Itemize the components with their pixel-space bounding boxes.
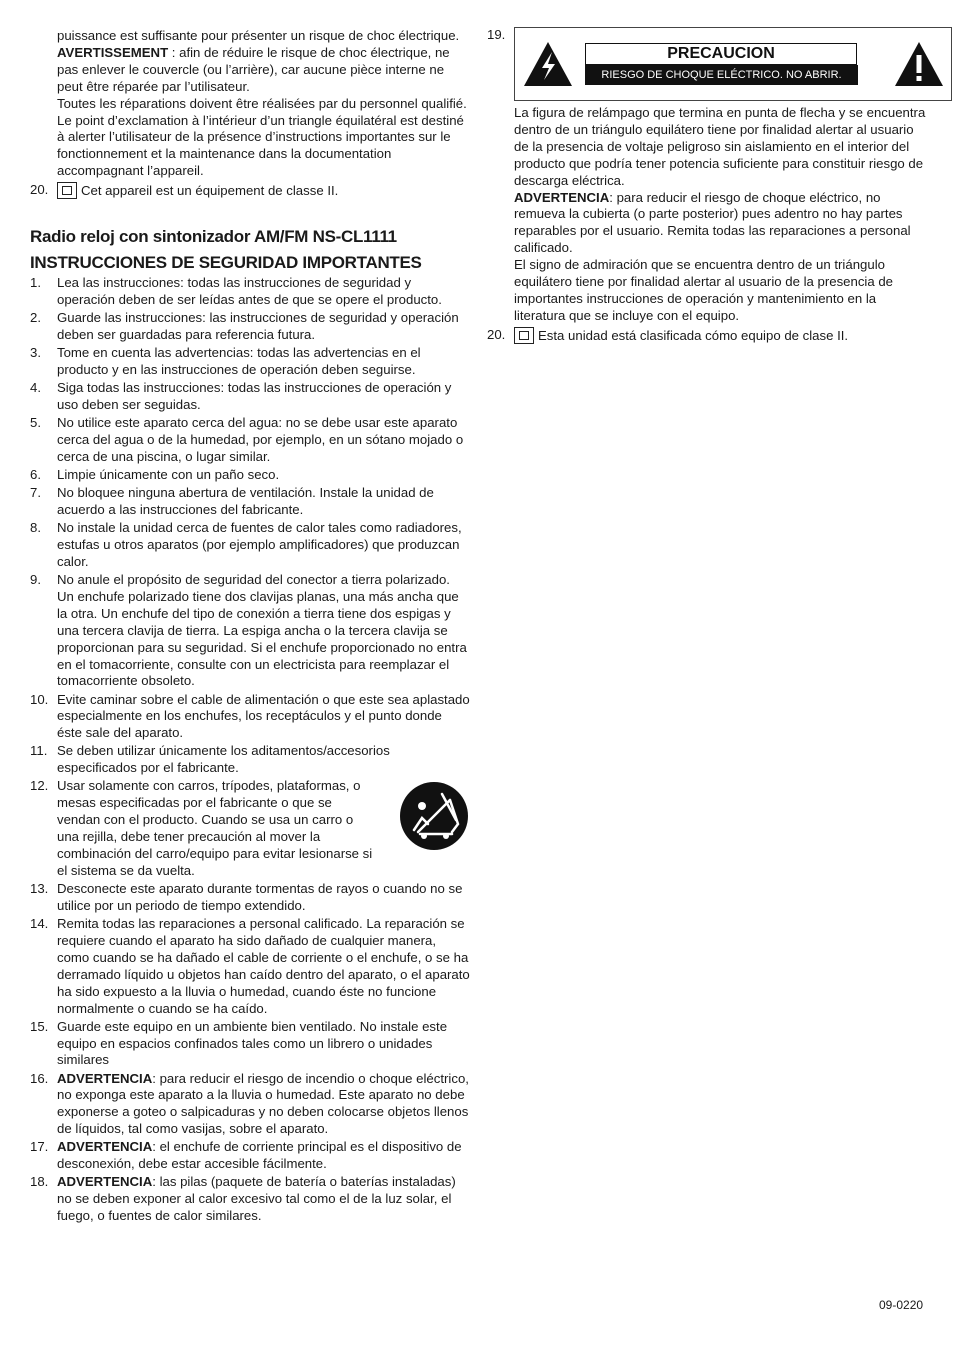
class-ii-icon — [514, 327, 534, 344]
warning-label: ADVERTENCIA — [57, 1174, 153, 1190]
item-text: No utilice este aparato cerca del agua: no se debe usar este aparato cerca del agua o de la humedad, por ejemplo, en un sótano mojado o cerca de una piscina, o lugar similar. — [57, 415, 464, 464]
item-text: Evite caminar sobre el cable de alimentación o que este sea aplastado especialmente en los enchufes, los receptáculos y el punto donde éste sale del aparato. — [57, 691, 470, 741]
item-text: Esta unidad está clasificada cómo equipo de clase II. — [538, 327, 849, 343]
warning-paragraph — [57, 45, 470, 96]
item-number: 3. — [30, 345, 41, 361]
item-text: : las pilas (paquete de batería o baterías instaladas) no se deben exponer al calor excesivo tal como el de la luz solar, el fuego, o fuentes de calor similares. — [57, 1174, 456, 1224]
exclamation-triangle-icon — [893, 40, 945, 88]
item-text: Se deben utilizar únicamente los aditamentos/accesorios especificados por el fabricante. — [57, 743, 390, 776]
item-number: 8. — [30, 520, 41, 536]
cart-warning-icon — [398, 780, 470, 858]
lightning-triangle-icon — [522, 40, 574, 88]
item-text: Lea las instrucciones: todas las instrucciones de seguridad y operación deben de ser leídas antes de que se opere el producto. — [57, 275, 442, 307]
item-number: 2. — [30, 310, 41, 326]
exclamation-paragraph: El signo de admiración que se encuentra dentro de un triángulo equilátero tiene por finalidad alertar al usuario de la presencia de importantes instrucciones de operación y mantenimiento en la literatura que se incluye con el equipo. — [514, 257, 894, 323]
list-item-20-es — [487, 327, 927, 345]
list-item — [30, 345, 470, 379]
caution-label — [514, 27, 952, 101]
caution-subtitle: RIESGO DE CHOQUE ELÉCTRICO. NO ABRIR. — [585, 65, 858, 85]
item-number: 5. — [30, 415, 41, 431]
list-item — [30, 1019, 470, 1070]
list-item — [30, 485, 470, 519]
item-text: Limpie únicamente con un paño seco. — [57, 466, 280, 482]
intro-paragraph-3: Le point d’exclamation à l’intérieur d’un triangle équilatéral est destiné à alerter l’utilisateur de la présence d’instructions importantes sur le fonctionnement et la maintenance dans la documentation accompagnant l’appareil. — [57, 112, 464, 179]
warning-label: AVERTISSEMENT — [57, 44, 169, 60]
list-item — [30, 1071, 470, 1139]
product-heading: Radio reloj con sintonizador AM/FM NS-CL1111 — [30, 227, 397, 247]
list-item — [30, 415, 470, 466]
advertencia-text: : para reducir el riesgo de choque eléctrico, no remueva la cubierta (o parte posterior) pues adentro no hay partes reparables por el usuario. Remita todas las reparaciones a personal calificado. — [514, 189, 911, 256]
item-text: Desconecte este aparato durante tormentas de rayos o cuando no se utilice por un periodo de tiempo extendido. — [57, 881, 463, 913]
item-text: No anule el propósito de seguridad del conector a tierra polarizado. Un enchufe polarizado tiene dos clavijas planas, una más ancha que la otra. Un enchufe del tipo de conexión a tierra tiene dos espigas y una tercera clavija de tierra. La espiga ancha o la tercera clavija se proporcionan para su seguridad. Si el enchufe proporcionado no entra en el tomacorriente, consulte con un electricista para reemplazar el tomacorriente obsoleto. — [57, 571, 467, 689]
item-number: 18. — [30, 1174, 49, 1190]
list-item-20-fr — [30, 182, 470, 200]
item-number: 17. — [30, 1139, 49, 1155]
list-item — [30, 743, 470, 777]
safety-heading: INSTRUCCIONES DE SEGURIDAD IMPORTANTES — [30, 253, 422, 273]
warning-label: ADVERTENCIA — [57, 1070, 153, 1086]
item-text: : el enchufe de corriente principal es el dispositivo de desconexión, debe estar accesible fácilmente. — [57, 1139, 462, 1172]
list-item — [30, 380, 470, 414]
item-number: 14. — [30, 916, 49, 932]
advertencia-label: ADVERTENCIA — [514, 189, 610, 205]
item-text: Guarde las instrucciones: las instrucciones de seguridad y operación deben ser guardadas para referencia futura. — [57, 310, 459, 342]
item-text: No bloquee ninguna abertura de ventilación. Instale la unidad de acuerdo a las instrucciones del fabricante. — [57, 485, 434, 517]
intro-paragraph-2: Toutes les réparations doivent être réalisées par du personnel qualifié. — [57, 95, 467, 111]
item-number: 20. — [30, 182, 49, 198]
left-column — [30, 28, 470, 1226]
list-item — [30, 520, 470, 571]
warning-label: ADVERTENCIA — [57, 1139, 153, 1155]
item-number: 20. — [487, 326, 506, 342]
item-number: 10. — [30, 691, 49, 707]
item-number: 4. — [30, 380, 41, 396]
list-item — [30, 572, 470, 690]
item-number: 7. — [30, 485, 41, 501]
item-number: 9. — [30, 571, 41, 587]
warning-text: : afin de réduire le risque de choc électrique, ne pas enlever le couvercle (ou l’arrière), car aucune pièce interne ne peut être réparée par l’utilisateur. — [57, 44, 450, 94]
list-item — [30, 1174, 470, 1225]
intro-paragraph-1: puissance est suffisante pour présenter un risque de choc électrique. — [57, 28, 460, 43]
item-number: 15. — [30, 1018, 49, 1034]
right-column — [487, 28, 927, 346]
item-text: : para reducir el riesgo de incendio o choque eléctrico, no exponga este aparato a la lluvia o humedad. Este aparato no debe exponerse a goteo o salpicaduras y no deben colocarse objetos llenos de líquidos, tal como vasijas, sobre el aparato. — [57, 1070, 469, 1137]
item-text: Usar solamente con carros, trípodes, plataformas, o mesas especificadas por el fabricante o que se vendan con el producto. Cuando se usa un carro o una rejilla, debe tener precaución al mover la combinación del carro/equipo para evitar lesionarse si el sistema se da vuelta. — [57, 778, 373, 878]
list-item — [30, 275, 470, 309]
list-item-12 — [30, 778, 470, 879]
list-item-19 — [487, 27, 927, 101]
caution-title: PRECAUCION — [585, 43, 857, 65]
advertencia-paragraph — [514, 190, 927, 258]
list-item — [30, 467, 470, 484]
list-item — [30, 881, 470, 915]
list-item — [30, 692, 470, 743]
item-text: Guarde este equipo en un ambiente bien ventilado. No instale este equipo en espacios confinados tales como un librero o unidades similares — [57, 1018, 448, 1068]
item-number: 12. — [30, 778, 49, 794]
item-text: No instale la unidad cerca de fuentes de calor tales como radiadores, estufas u otros aparatos (por ejemplo amplificadores) que produzcan calor. — [57, 520, 462, 569]
item-number: 16. — [30, 1070, 49, 1086]
item-number: 13. — [30, 881, 49, 897]
item-number: 6. — [30, 466, 41, 482]
item-text: Siga todas las instrucciones: todas las instrucciones de operación y uso deben ser seguidas. — [57, 380, 452, 412]
document-code: 09-0220 — [879, 1298, 924, 1312]
item-text: Remita todas las reparaciones a personal calificado. La reparación se requiere cuando el aparato ha sido dañado de cualquier manera, como cuando se ha dañado el cable de corriente o el enchufe, o se ha derramado líquido u objetos han caído dentro del aparato, o el aparato ha sido expuesto a la lluvia o humedad, cuando éste no funcione normalmente o cuando se ha caído. — [57, 916, 470, 1016]
item-text: Tome en cuenta las advertencias: todas las advertencias en el producto y en las instrucciones de operación deben seguirse. — [57, 345, 421, 377]
item-number: 19. — [487, 27, 506, 42]
class-ii-icon — [57, 182, 77, 199]
item-number: 11. — [30, 743, 48, 759]
item-text: Cet appareil est un équipement de classe II. — [81, 183, 339, 199]
list-item — [30, 916, 470, 1017]
item-number: 1. — [30, 275, 41, 291]
list-item — [30, 310, 470, 344]
list-item — [30, 1139, 470, 1173]
lightning-paragraph: La figura de relámpago que termina en punta de flecha y se encuentra dentro de un triángulo equilátero tiene por finalidad alertar al usuario de la presencia de voltaje peligroso sin aislamiento en el interior del producto que podría tener potencia suficiente para constituir riesgo de descarga eléctrica. — [514, 105, 926, 188]
